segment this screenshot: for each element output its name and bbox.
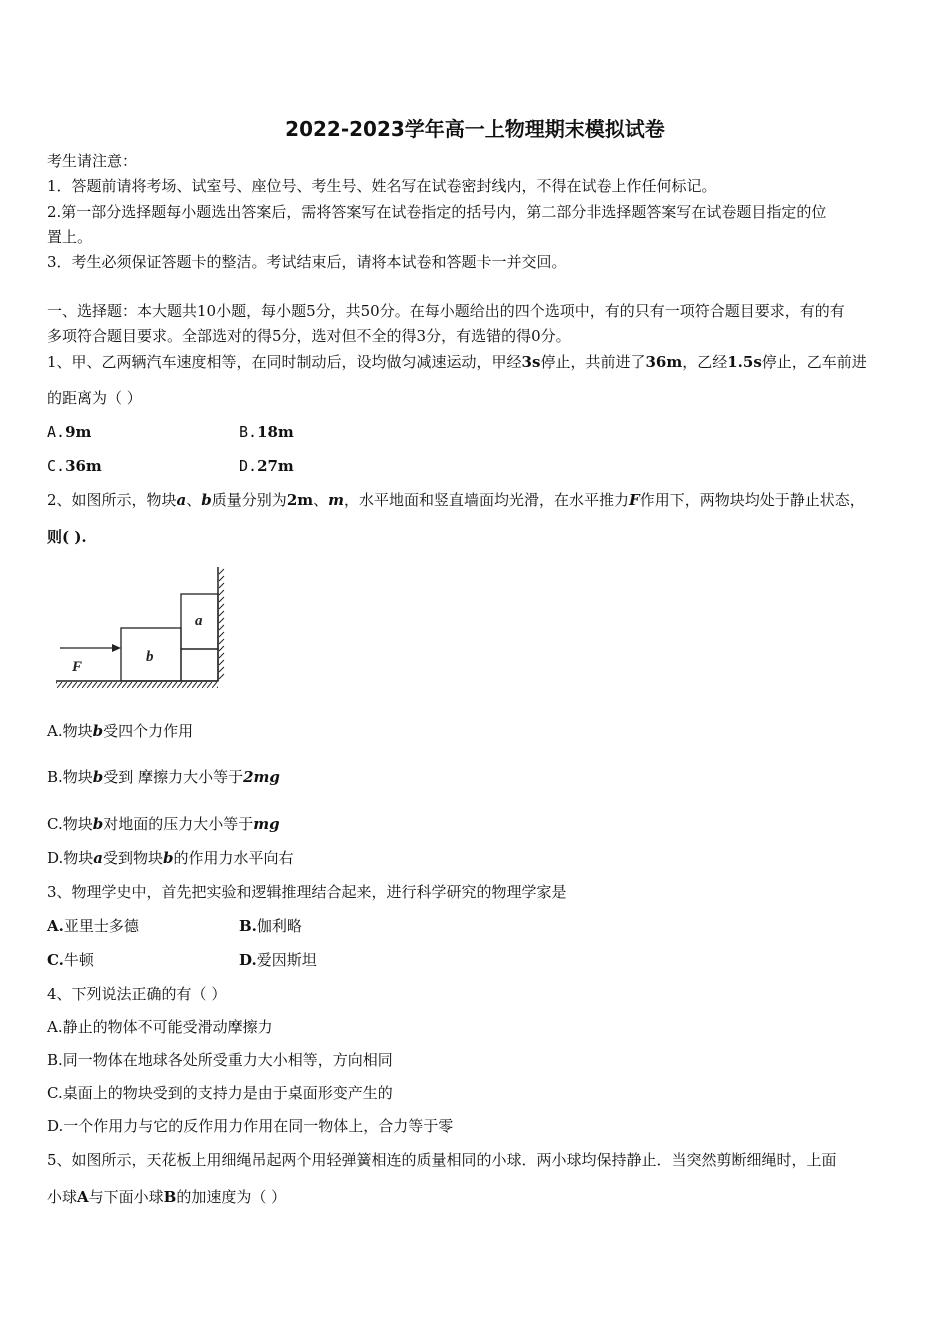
question-1-stem: 1、甲、乙两辆汽车速度相等，在同时制动后，设均做匀减速运动，甲经3s停止，共前进了36m，乙经1.5s停止，乙车前进 bbox=[47, 353, 867, 371]
question-2-option-b: B.物块b受到 摩擦力大小等于2mg bbox=[47, 768, 280, 786]
question-2-stem: 2、如图所示，物块a、b质量分别为2m、m，水平地面和竖直墙面均光滑，在水平推力F作用下，两物块均处于静止状态， bbox=[47, 491, 865, 509]
question-2-option-d: D.物块a受到物块b的作用力水平向右 bbox=[47, 849, 294, 867]
section-instructions: 一、选择题：本大题共10小题，每小题5分，共50分。在每小题给出的四个选项中，有的只有一项符合题目要求，有的有 bbox=[47, 302, 845, 320]
question-2-stem-cont: 则( ). bbox=[47, 528, 87, 546]
question-2-figure bbox=[52, 562, 242, 702]
notice-item-2-cont: 置上。 bbox=[47, 228, 93, 246]
question-1-option-a: A.9m bbox=[47, 423, 92, 441]
question-3-option-a: A.亚里士多德 bbox=[47, 917, 139, 935]
section-instructions-cont: 多项符合题目要求。全部选对的得5分，选对但不全的得3分，有选错的得0分。 bbox=[47, 327, 571, 345]
question-4-option-a: A.静止的物体不可能受滑动摩擦力 bbox=[47, 1018, 273, 1036]
question-3-option-c: C.牛顿 bbox=[47, 951, 94, 969]
wall-hatch bbox=[219, 569, 224, 679]
question-4-stem: 4、下列说法正确的有（ ） bbox=[47, 985, 227, 1003]
force-arrowhead bbox=[112, 644, 121, 652]
question-2-option-c: C.物块b对地面的压力大小等于mg bbox=[47, 815, 280, 833]
notice-item-1: 1．答题前请将考场、试室号、座位号、考生号、姓名写在试卷密封线内，不得在试卷上作任何标记。 bbox=[47, 177, 717, 195]
block-lower bbox=[181, 649, 218, 681]
question-5-stem: 5、如图所示，天花板上用细绳吊起两个用轻弹簧相连的质量相同的小球．两小球均保持静止．当突然剪断细绳时，上面 bbox=[47, 1151, 837, 1169]
question-1-option-c: C.36m bbox=[47, 457, 102, 475]
notice-item-3: 3．考生必须保证答题卡的整洁。考试结束后，请将本试卷和答题卡一并交回。 bbox=[47, 253, 567, 271]
question-3-stem: 3、物理学史中，首先把实验和逻辑推理结合起来，进行科学研究的物理学家是 bbox=[47, 883, 567, 901]
question-1-option-b: B.18m bbox=[239, 423, 294, 441]
notice-item-2: 2.第一部分选择题每小题选出答案后，需将答案写在试卷指定的括号内，第二部分非选择题答案写在试卷题目指定的位 bbox=[47, 203, 827, 221]
question-5-stem-cont: 小球A与下面小球B的加速度为（ ） bbox=[47, 1188, 287, 1206]
question-4-option-b: B.同一物体在地球各处所受重力大小相等，方向相同 bbox=[47, 1051, 393, 1069]
question-3-option-d: D.爱因斯坦 bbox=[239, 951, 317, 969]
question-1-option-d: D.27m bbox=[239, 457, 294, 475]
ground-hatch bbox=[56, 682, 218, 688]
label-b: b bbox=[146, 649, 154, 665]
label-F: F bbox=[72, 659, 83, 675]
question-2-option-a: A.物块b受四个力作用 bbox=[47, 722, 194, 740]
page-title: 2022-2023学年高一上物理期末模拟试卷 bbox=[285, 117, 665, 141]
question-1-stem-cont: 的距离为（ ） bbox=[47, 389, 142, 407]
question-4-option-c: C.桌面上的物块受到的支持力是由于桌面形变产生的 bbox=[47, 1084, 393, 1102]
notice-heading: 考生请注意： bbox=[47, 152, 138, 170]
label-a: a bbox=[195, 613, 203, 629]
question-3-option-b: B.伽利略 bbox=[239, 917, 302, 935]
question-4-option-d: D.一个作用力与它的反作用力作用在同一物体上，合力等于零 bbox=[47, 1117, 454, 1135]
